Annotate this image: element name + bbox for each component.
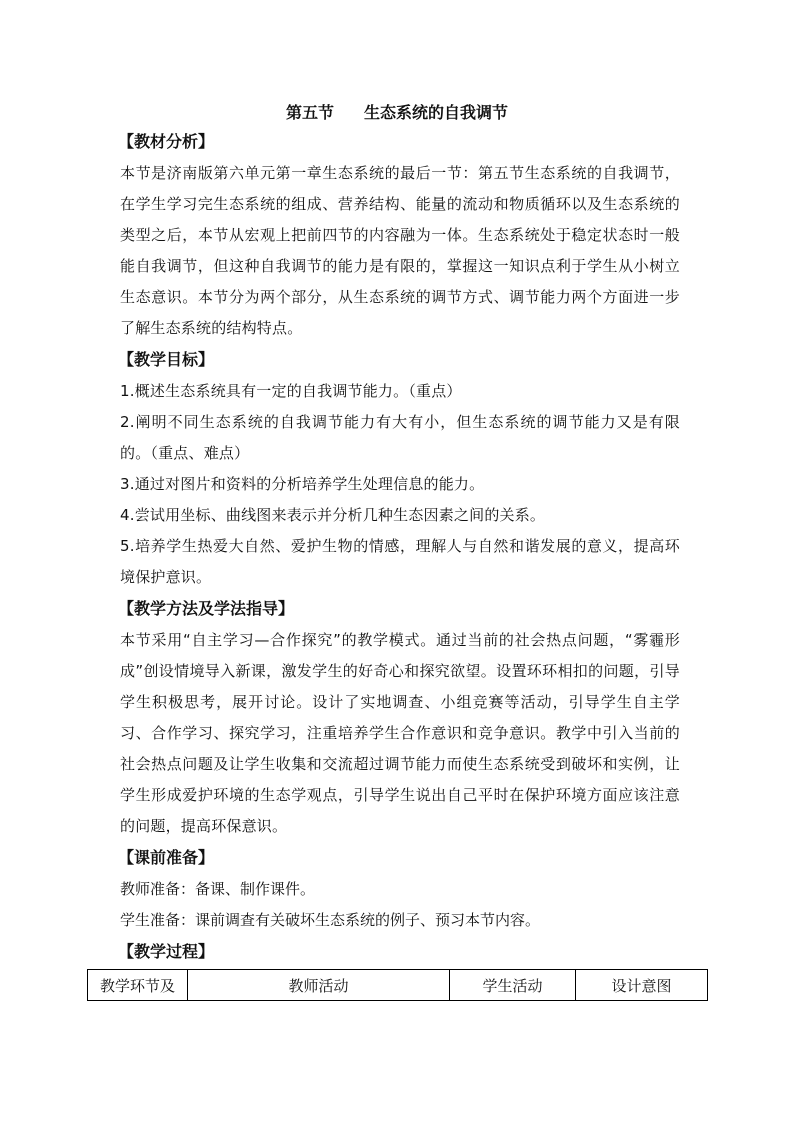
goal-item-4: 4.尝试用坐标、曲线图来表示并分析几种生态因素之间的关系。 [120,506,546,524]
col-teacher-activity: 教师活动 [188,970,450,1001]
heading-goals: 【教学目标】 [118,350,215,369]
document-body [120,126,680,968]
goal-item-3: 3.通过对图片和资料的分析培养学生处理信息的能力。 [120,475,485,493]
heading-analysis: 【教材分析】 [118,132,215,151]
heading-prep: 【课前准备】 [118,848,215,867]
student-prep: 学生准备：课前调查有关破坏生态系统的例子、预习本节内容。 [120,911,541,929]
heading-methods: 【教学方法及学法指导】 [118,599,295,618]
section-number: 第五节 [285,103,334,122]
col-stage: 教学环节及 [88,970,188,1001]
col-design-intent: 设计意图 [576,970,708,1001]
heading-process: 【教学过程】 [118,942,215,961]
section-name: 生态系统的自我调节 [364,103,509,122]
process-table [87,969,708,1001]
analysis-paragraph: 本节是济南版第六单元第一章生态系统的最后一节：第五节生态系统的自我调节，在学生学习完生态系统的组成、营养结构、能量的流动和物质循环以及生态系统的类型之后，本节从宏观上把前四节的内容融为一体。生态系统处于稳定状态时一般能自我调节，但这种自我调节的能力是有限的，掌握这一知识点利于学生从小树立生态意识。本节分为两个部分，从生态系统的调节方式、调节能力两个方面进一步了解生态系统的结构特点。 [120,164,680,337]
table-header-row [88,970,708,1001]
goal-item-5: 5.培养学生热爱大自然、爱护生物的情感，理解人与自然和谐发展的意义，提高环境保护意识。 [120,537,680,586]
goal-item-2: 2.阐明不同生态系统的自我调节能力有大有小，但生态系统的调节能力又是有限的。（重点、难点） [120,413,680,462]
teacher-prep: 教师准备：备课、制作课件。 [120,880,316,898]
col-student-activity: 学生活动 [450,970,576,1001]
methods-paragraph: 本节采用“自主学习—合作探究”的教学模式。通过当前的社会热点问题，“雾霾形成”创设情境导入新课，激发学生的好奇心和探究欲望。设置环环相扣的问题，引导学生积极思考，展开讨论。设计了实地调查、小组竞赛等活动，引导学生自主学习、合作学习、探究学习，注重培养学生合作意识和竞争意识。教学中引入当前的社会热点问题及让学生收集和交流超过调节能力而使生态系统受到破坏和实例，让学生形成爱护环境的生态学观点，引导学生说出自己平时在保护环境方面应该注意的问题，提高环保意识。 [120,631,680,835]
page-title [0,100,794,123]
goal-item-1: 1.概述生态系统具有一定的自我调节能力。（重点） [120,382,462,400]
